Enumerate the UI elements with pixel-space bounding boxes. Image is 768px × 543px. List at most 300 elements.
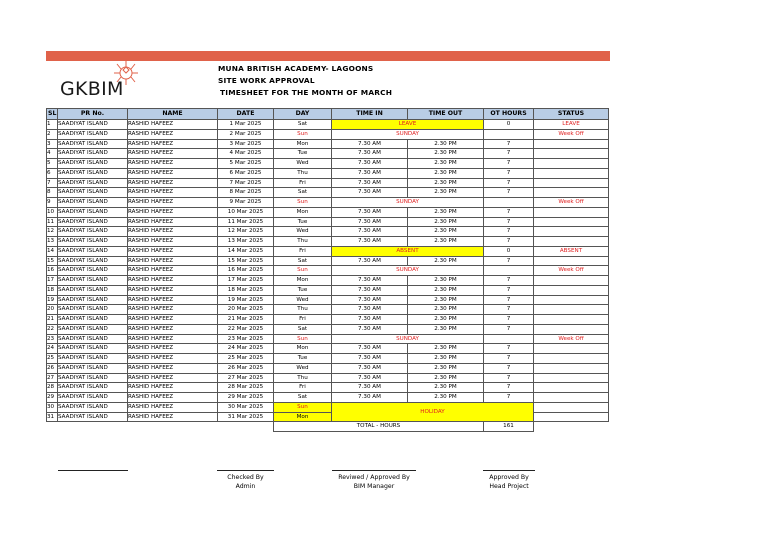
cell-name: RASHID HAFEEZ [128,188,218,198]
signature-title: Reviwed / Approved By [338,474,410,481]
cell-date: 13 Mar 2025 [218,237,274,247]
table-row [47,256,609,266]
cell-day: Wed [274,227,332,237]
cell-name: RASHID HAFEEZ [128,139,218,149]
cell-date: 6 Mar 2025 [218,168,274,178]
cell-time-in: 7.30 AM [332,305,408,315]
cell-time-out: 2.30 PM [408,305,484,315]
cell-name: RASHID HAFEEZ [128,324,218,334]
cell-sl: 6 [47,168,58,178]
table-row [47,305,609,315]
cell-name: RASHID HAFEEZ [128,120,218,130]
cell-time-out: 2.30 PM [408,285,484,295]
cell-time-in: 7.30 AM [332,256,408,266]
cell-date: 31 Mar 2025 [218,412,274,422]
signature-title: Checked By [227,474,264,481]
cell-date: 12 Mar 2025 [218,227,274,237]
cell-sl: 5 [47,159,58,169]
cell-pr-no: SAADIYAT ISLAND [58,266,128,276]
cell-sl: 28 [47,383,58,393]
table-row [47,246,609,256]
cell-time-in: 7.30 AM [332,217,408,227]
cell-time-out: 2.30 PM [408,363,484,373]
cell-ot-hours: 7 [484,305,534,315]
cell-ot-hours: 7 [484,276,534,286]
signature-line [332,470,416,471]
cell-day: Sun [274,198,332,208]
cell-time-out: 2.30 PM [408,344,484,354]
company-logo [60,60,180,102]
cell-status [534,256,609,266]
cell-pr-no: SAADIYAT ISLAND [58,324,128,334]
cell-pr-no: SAADIYAT ISLAND [58,237,128,247]
cell-pr-no: SAADIYAT ISLAND [58,285,128,295]
cell-status [534,159,609,169]
cell-time-out: 2.30 PM [408,188,484,198]
cell-name: RASHID HAFEEZ [128,266,218,276]
table-row [47,129,609,139]
cell-time-out: 2.30 PM [408,159,484,169]
cell-ot-hours: 7 [484,344,534,354]
cell-time-out: 2.30 PM [408,149,484,159]
cell-pr-no: SAADIYAT ISLAND [58,344,128,354]
cell-pr-no: SAADIYAT ISLAND [58,120,128,130]
table-row [47,363,609,373]
cell-time-in: 7.30 AM [332,168,408,178]
col-header-status: STATUS [534,109,609,120]
cell-time-in: 7.30 AM [332,188,408,198]
cell-day: Thu [274,237,332,247]
total-status-spacer [534,422,609,432]
cell-pr-no: SAADIYAT ISLAND [58,334,128,344]
cell-status [534,305,609,315]
signature-block [473,473,545,491]
table-row [47,285,609,295]
cell-time-in: 7.30 AM [332,139,408,149]
col-header-sl: SL [47,109,58,120]
cell-name: RASHID HAFEEZ [128,217,218,227]
cell-time-in: 7.30 AM [332,383,408,393]
cell-status [534,227,609,237]
col-header-pr-no: PR No. [58,109,128,120]
cell-name: RASHID HAFEEZ [128,198,218,208]
cell-name: RASHID HAFEEZ [128,412,218,422]
total-hours-value: 161 [484,422,534,432]
cell-day: Fri [274,246,332,256]
table-row [47,139,609,149]
cell-time-in: 7.30 AM [332,285,408,295]
cell-time-out: 2.30 PM [408,168,484,178]
cell-day: Sat [274,393,332,403]
cell-name: RASHID HAFEEZ [128,246,218,256]
cell-time-in: 7.30 AM [332,354,408,364]
cell-day: Mon [274,207,332,217]
cell-date: 21 Mar 2025 [218,315,274,325]
cell-ot-hours [484,129,534,139]
cell-sl: 26 [47,363,58,373]
table-row [47,266,609,276]
cell-sl: 14 [47,246,58,256]
cell-ot-hours [484,334,534,344]
cell-day: Thu [274,305,332,315]
cell-day: Mon [274,344,332,354]
cell-pr-no: SAADIYAT ISLAND [58,168,128,178]
cell-sl: 23 [47,334,58,344]
cell-sl: 30 [47,402,58,412]
cell-date: 30 Mar 2025 [218,402,274,412]
cell-date: 2 Mar 2025 [218,129,274,139]
table-row [47,198,609,208]
cell-pr-no: SAADIYAT ISLAND [58,129,128,139]
cell-day: Sat [274,324,332,334]
cell-ot-hours: 7 [484,354,534,364]
table-row [47,149,609,159]
cell-day: Sat [274,120,332,130]
cell-sl: 22 [47,324,58,334]
cell-ot-hours: 7 [484,363,534,373]
cell-status [534,188,609,198]
cell-pr-no: SAADIYAT ISLAND [58,256,128,266]
cell-status [534,217,609,227]
cell-ot-hours: 7 [484,373,534,383]
table-row [47,207,609,217]
cell-sl: 3 [47,139,58,149]
table-header-row [47,109,609,120]
cell-status [534,276,609,286]
cell-status [534,363,609,373]
cell-ot-hours: 7 [484,285,534,295]
cell-day: Fri [274,178,332,188]
table-row [47,120,609,130]
cell-ot-hours [484,266,534,276]
cell-date: 16 Mar 2025 [218,266,274,276]
cell-pr-no: SAADIYAT ISLAND [58,217,128,227]
cell-time-in: 7.30 AM [332,393,408,403]
table-row [47,315,609,325]
cell-time-out: 2.30 PM [408,354,484,364]
cell-status: ABSENT [534,246,609,256]
cell-sl: 27 [47,373,58,383]
cell-ot-hours: 7 [484,178,534,188]
cell-sl: 12 [47,227,58,237]
cell-sl: 20 [47,305,58,315]
cell-time-out: 2.30 PM [408,276,484,286]
cell-ot-hours [484,198,534,208]
cell-pr-no: SAADIYAT ISLAND [58,178,128,188]
cell-status: Week Off [534,198,609,208]
cell-ot-hours: 7 [484,168,534,178]
cell-date: 1 Mar 2025 [218,120,274,130]
cell-time-out: 2.30 PM [408,237,484,247]
project-title: MUNA BRITISH ACADEMY- LAGOONS [218,64,374,73]
cell-name: RASHID HAFEEZ [128,305,218,315]
cell-time-out: 2.30 PM [408,227,484,237]
cell-time-out: 2.30 PM [408,178,484,188]
cell-day: Mon [274,412,332,422]
cell-name: RASHID HAFEEZ [128,168,218,178]
cell-time-in: 7.30 AM [332,373,408,383]
cell-day: Fri [274,315,332,325]
logo-text: GKBIM [60,78,124,100]
cell-sl: 17 [47,276,58,286]
cell-name: RASHID HAFEEZ [128,363,218,373]
cell-time-in: 7.30 AM [332,159,408,169]
signature-role: BIM Manager [353,483,395,490]
cell-ot-hours: 0 [484,120,534,130]
cell-time-out: 2.30 PM [408,256,484,266]
cell-pr-no: SAADIYAT ISLAND [58,412,128,422]
cell-sl: 10 [47,207,58,217]
signature-title: Approved By [489,474,529,481]
cell-day: Sun [274,266,332,276]
cell-date: 4 Mar 2025 [218,149,274,159]
cell-ot-hours: 7 [484,227,534,237]
cell-name: RASHID HAFEEZ [128,237,218,247]
table-row [47,276,609,286]
table-row [47,178,609,188]
cell-pr-no: SAADIYAT ISLAND [58,207,128,217]
cell-time-out: 2.30 PM [408,207,484,217]
cell-sl: 31 [47,412,58,422]
cell-sl: 16 [47,266,58,276]
col-header-time-in: TIME IN [332,109,408,120]
cell-name: RASHID HAFEEZ [128,129,218,139]
cell-time-out: 2.30 PM [408,217,484,227]
cell-date: 15 Mar 2025 [218,256,274,266]
cell-sl: 1 [47,120,58,130]
cell-status [534,354,609,364]
table-row [47,354,609,364]
cell-sl: 21 [47,315,58,325]
cell-sl: 11 [47,217,58,227]
cell-status [534,237,609,247]
cell-date: 3 Mar 2025 [218,139,274,149]
signature-block [322,473,426,491]
cell-status: Week Off [534,266,609,276]
cell-pr-no: SAADIYAT ISLAND [58,305,128,315]
table-row [47,227,609,237]
cell-date: 5 Mar 2025 [218,159,274,169]
cell-sl: 9 [47,198,58,208]
cell-status [534,412,609,422]
signature-line [483,470,535,471]
cell-day: Thu [274,168,332,178]
signature-line [217,470,274,471]
table-row [47,393,609,403]
cell-status: Week Off [534,129,609,139]
cell-date: 29 Mar 2025 [218,393,274,403]
cell-sl: 2 [47,129,58,139]
cell-status [534,373,609,383]
cell-day: Tue [274,217,332,227]
table-row [47,295,609,305]
cell-status: Week Off [534,334,609,344]
col-header-date: DATE [218,109,274,120]
cell-time-in: 7.30 AM [332,363,408,373]
cell-pr-no: SAADIYAT ISLAND [58,354,128,364]
cell-status [534,207,609,217]
cell-name: RASHID HAFEEZ [128,276,218,286]
cell-day: Tue [274,354,332,364]
cell-sl: 29 [47,393,58,403]
cell-date: 9 Mar 2025 [218,198,274,208]
cell-ot-hours: 0 [484,246,534,256]
cell-sl: 18 [47,285,58,295]
cell-ot-hours: 7 [484,159,534,169]
cell-pr-no: SAADIYAT ISLAND [58,373,128,383]
signature-role: Admin [235,483,256,490]
cell-status [534,295,609,305]
cell-time-in: 7.30 AM [332,324,408,334]
total-spacer [47,422,274,432]
cell-status [534,149,609,159]
cell-status [534,402,609,412]
cell-name: RASHID HAFEEZ [128,227,218,237]
cell-day: Mon [274,276,332,286]
cell-name: RASHID HAFEEZ [128,295,218,305]
cell-date: 25 Mar 2025 [218,354,274,364]
timesheet-table [46,108,609,432]
cell-pr-no: SAADIYAT ISLAND [58,363,128,373]
cell-time-in: 7.30 AM [332,237,408,247]
cell-pr-no: SAADIYAT ISLAND [58,315,128,325]
cell-time-out: 2.30 PM [408,393,484,403]
cell-name: RASHID HAFEEZ [128,207,218,217]
cell-day: Wed [274,159,332,169]
cell-day: Tue [274,149,332,159]
cell-ot-hours: 7 [484,383,534,393]
cell-name: RASHID HAFEEZ [128,315,218,325]
cell-time-merged: SUNDAY [332,334,484,344]
cell-ot-hours: 7 [484,217,534,227]
cell-pr-no: SAADIYAT ISLAND [58,139,128,149]
cell-pr-no: SAADIYAT ISLAND [58,159,128,169]
cell-day: Mon [274,139,332,149]
cell-time-in: 7.30 AM [332,315,408,325]
cell-day: Sun [274,129,332,139]
cell-time-out: 2.30 PM [408,295,484,305]
cell-status [534,324,609,334]
cell-name: RASHID HAFEEZ [128,334,218,344]
cell-holiday: HOLIDAY [332,402,534,422]
col-header-time-out: TIME OUT [408,109,484,120]
cell-day: Wed [274,295,332,305]
cell-name: RASHID HAFEEZ [128,383,218,393]
cell-name: RASHID HAFEEZ [128,178,218,188]
document-subtitle: SITE WORK APPROVAL [218,76,315,85]
cell-name: RASHID HAFEEZ [128,159,218,169]
cell-status [534,139,609,149]
cell-time-merged: LEAVE [332,120,484,130]
table-row [47,159,609,169]
cell-status [534,315,609,325]
cell-time-out: 2.30 PM [408,139,484,149]
cell-sl: 19 [47,295,58,305]
cell-status [534,383,609,393]
cell-ot-hours: 7 [484,315,534,325]
cell-date: 19 Mar 2025 [218,295,274,305]
cell-status [534,393,609,403]
cell-day: Thu [274,373,332,383]
table-row [47,402,609,412]
cell-pr-no: SAADIYAT ISLAND [58,198,128,208]
cell-sl: 15 [47,256,58,266]
cell-date: 22 Mar 2025 [218,324,274,334]
cell-day: Fri [274,383,332,393]
cell-time-merged: ABSENT [332,246,484,256]
cell-name: RASHID HAFEEZ [128,256,218,266]
cell-name: RASHID HAFEEZ [128,344,218,354]
cell-date: 10 Mar 2025 [218,207,274,217]
col-header-day: DAY [274,109,332,120]
cell-day: Wed [274,363,332,373]
cell-name: RASHID HAFEEZ [128,373,218,383]
cell-sl: 8 [47,188,58,198]
cell-ot-hours: 7 [484,188,534,198]
cell-date: 7 Mar 2025 [218,178,274,188]
table-row [47,383,609,393]
cell-pr-no: SAADIYAT ISLAND [58,393,128,403]
cell-ot-hours: 7 [484,237,534,247]
cell-time-out: 2.30 PM [408,324,484,334]
table-row [47,168,609,178]
cell-pr-no: SAADIYAT ISLAND [58,149,128,159]
cell-ot-hours: 7 [484,207,534,217]
cell-date: 8 Mar 2025 [218,188,274,198]
cell-ot-hours: 7 [484,393,534,403]
cell-day: Sat [274,256,332,266]
table-row [47,334,609,344]
cell-sl: 25 [47,354,58,364]
cell-time-merged: SUNDAY [332,198,484,208]
cell-status [534,285,609,295]
cell-status [534,168,609,178]
cell-date: 11 Mar 2025 [218,217,274,227]
cell-date: 26 Mar 2025 [218,363,274,373]
cell-time-in: 7.30 AM [332,276,408,286]
cell-sl: 24 [47,344,58,354]
cell-pr-no: SAADIYAT ISLAND [58,276,128,286]
cell-ot-hours: 7 [484,324,534,334]
cell-date: 23 Mar 2025 [218,334,274,344]
col-header-name: NAME [128,109,218,120]
cell-time-in: 7.30 AM [332,344,408,354]
cell-sl: 13 [47,237,58,247]
signature-role: Head Project [489,483,529,490]
signature-line [58,470,128,471]
table-row [47,188,609,198]
cell-status: LEAVE [534,120,609,130]
cell-sl: 7 [47,178,58,188]
table-row [47,373,609,383]
cell-date: 27 Mar 2025 [218,373,274,383]
col-header-ot-hours: OT HOURS [484,109,534,120]
total-hours-label: TOTAL - HOURS [274,422,484,432]
cell-time-in: 7.30 AM [332,149,408,159]
cell-date: 14 Mar 2025 [218,246,274,256]
cell-date: 17 Mar 2025 [218,276,274,286]
table-row [47,237,609,247]
cell-name: RASHID HAFEEZ [128,354,218,364]
cell-time-out: 2.30 PM [408,383,484,393]
cell-time-merged: SUNDAY [332,266,484,276]
cell-day: Sun [274,402,332,412]
cell-ot-hours: 7 [484,256,534,266]
cell-pr-no: SAADIYAT ISLAND [58,295,128,305]
cell-pr-no: SAADIYAT ISLAND [58,402,128,412]
cell-date: 18 Mar 2025 [218,285,274,295]
cell-ot-hours: 7 [484,139,534,149]
